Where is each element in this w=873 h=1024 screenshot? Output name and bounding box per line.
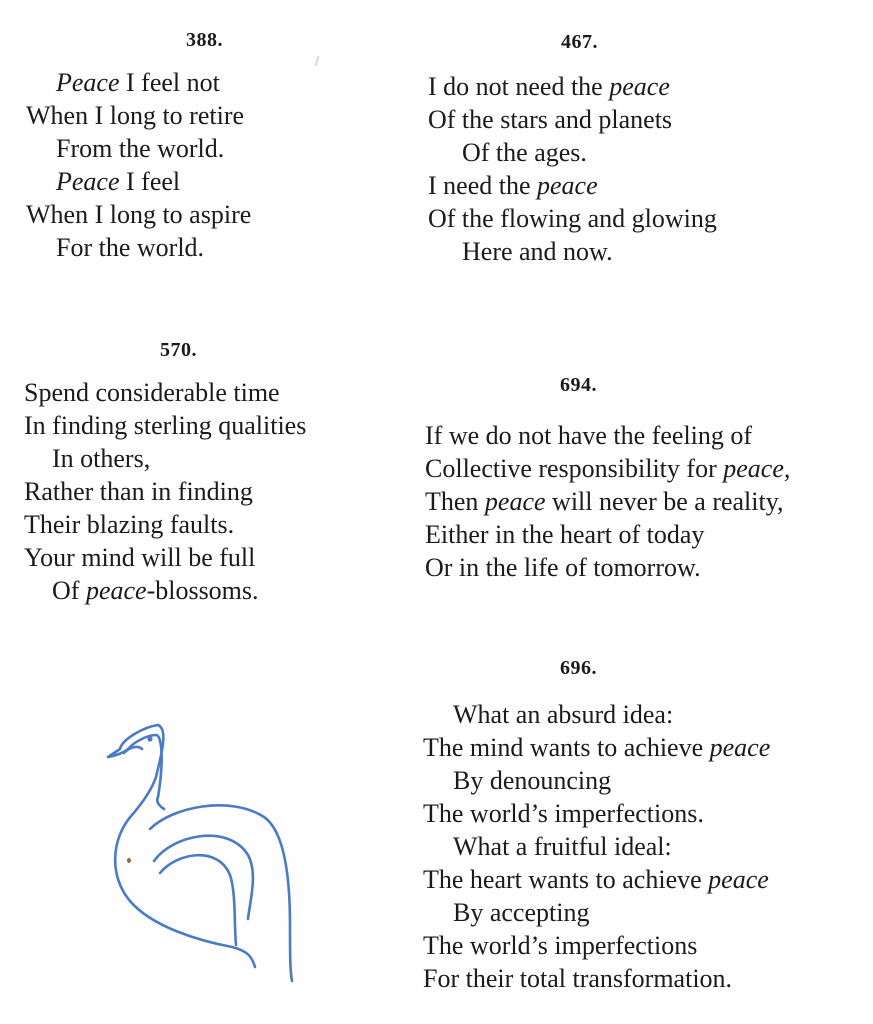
poem-line [24,508,306,541]
line-text: Their blazing faults. [24,510,235,539]
poem-line [428,136,717,169]
line-emphasis: peace [609,72,670,101]
poem-lines [423,698,770,995]
poem-line [24,574,306,607]
line-text: Of [52,576,86,605]
poem-line [423,698,770,731]
line-text: What a fruitful ideal: [453,832,672,861]
poem-line [26,231,251,264]
poem-line [26,66,251,99]
poem-line [428,235,717,268]
poem-line [24,442,306,475]
poem-line [423,731,770,764]
poem-line [423,863,770,896]
poem-line [428,103,717,136]
poem-lines [425,419,790,584]
poem-lines [428,70,717,268]
line-text: I need the [428,171,538,200]
poem-line [24,475,306,508]
line-emphasis: peace [85,576,147,605]
line-text: will never be a reality, [545,487,784,516]
poem-line [423,929,770,962]
poem-number: 570. [160,339,197,361]
line-text: The world’s imperfections. [423,799,704,828]
line-text: -blossoms. [146,576,259,605]
poem-line [26,198,251,231]
line-text: Of the flowing and glowing [428,204,717,233]
line-emphasis: peace [484,487,546,516]
poem-number: 467. [561,31,598,53]
line-text: Your mind will be full [24,543,256,572]
line-emphasis: Peace [56,167,120,196]
line-text: For the world. [56,233,205,262]
poem-line [423,830,770,863]
poem-number: 694. [560,374,597,396]
line-emphasis: peace [709,733,771,762]
poem-line [24,376,306,409]
line-text: In others, [52,444,151,473]
scan-speck [315,56,320,66]
line-text: In finding sterling qualities [24,411,307,440]
poem-line [425,551,790,584]
poem-line [24,541,306,574]
line-text: Of the stars and planets [428,105,673,134]
line-text: Rather than in finding [24,477,253,506]
line-text: I do not need the [428,72,610,101]
poem-number: 696. [560,657,597,679]
line-text: Or in the life of tomorrow. [425,553,701,582]
poem-line [423,896,770,929]
line-text: The heart wants to achieve [423,865,709,894]
line-text: Either in the heart of today [425,520,705,549]
poem-line [428,169,717,202]
bird-drawing [100,705,330,995]
line-text: The mind wants to achieve [423,733,710,762]
line-text: Then [425,487,485,516]
poem-line [428,70,717,103]
poem-line [425,452,790,485]
line-text: When I long to aspire [26,200,252,229]
line-text: From the world. [56,134,225,163]
poem-line [425,518,790,551]
poem-number: 388. [186,29,223,51]
line-emphasis: Peace [56,68,120,97]
poem-line [425,485,790,518]
poem-line [425,419,790,452]
line-text: When I long to retire [26,101,245,130]
line-text: By accepting [453,898,590,927]
line-text: By denouncing [453,766,612,795]
line-text: I feel not [119,68,220,97]
line-text: The world’s imperfections [423,931,698,960]
line-text: If we do not have the feeling of [425,421,753,450]
line-text: I feel [119,167,181,196]
poem-line [26,165,251,198]
line-text: Of the ages. [462,138,587,167]
poem-line [423,797,770,830]
poem-line [24,409,306,442]
poem-line [428,202,717,235]
scan-speck [127,858,131,863]
line-text: For their total transformation. [423,964,733,993]
line-text: What an absurd idea: [453,700,674,729]
line-text: Collective responsibility for [425,454,724,483]
line-emphasis: peace, [723,454,791,483]
line-text: Spend considerable time [24,378,280,407]
poem-line [26,132,251,165]
poem-line [26,99,251,132]
bird-eye [147,736,152,741]
poem-line [423,962,770,995]
poem-lines [26,66,251,264]
line-emphasis: peace [708,865,769,894]
poem-line [423,764,770,797]
line-text: Here and now. [462,237,613,266]
line-emphasis: peace [537,171,598,200]
poem-lines [24,376,306,607]
